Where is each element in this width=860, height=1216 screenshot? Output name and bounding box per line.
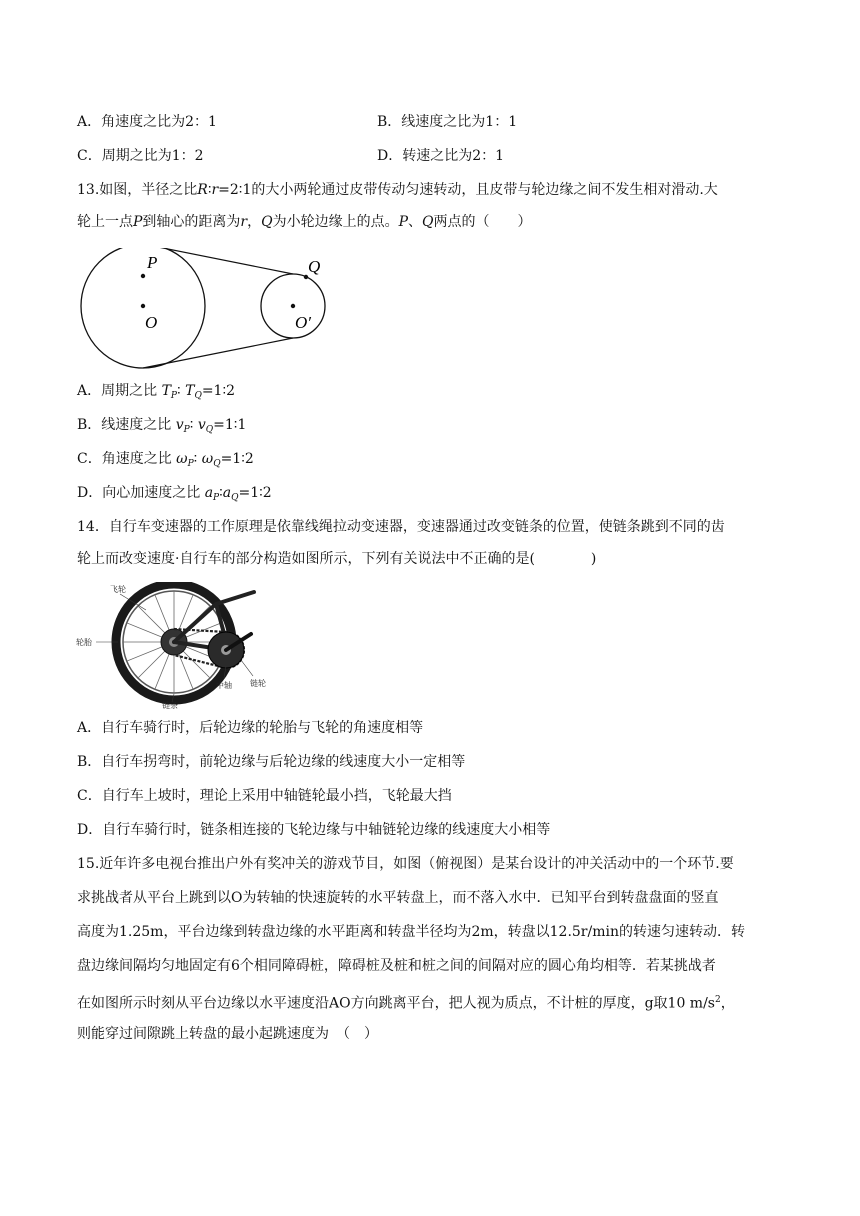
- label-sprocket: 链轮: [250, 679, 266, 688]
- q14-option-c: C．自行车上坡时，理论上采用中轴链轮最小挡，飞轮最大挡: [77, 788, 452, 804]
- q12-option-a: A．角速度之比为2：1: [77, 114, 217, 130]
- label-o: O: [145, 313, 158, 332]
- q14-option-b: B．自行车拐弯时，前轮边缘与后轮边缘的线速度大小一定相等: [77, 754, 466, 770]
- point-o-dot: [141, 304, 145, 308]
- q13-option-c: C．角速度之比 $\omega_P∶$ $\omega_Q=1∶2$: [77, 451, 254, 469]
- q12-option-b: B．线速度之比为1：1: [377, 114, 518, 130]
- q15-line6: 则能穿过间隙跳上转盘的最小起跳速度为 （ ）: [77, 1026, 378, 1042]
- q13-option-a: A．周期之比 $T_P∶$ $T_Q=1∶2$: [77, 383, 236, 401]
- q14-stem-line1: 14．自行车变速器的工作原理是依靠线绳拉动变速器，变速器通过改变链条的位置，使链条跳到不同的齿: [77, 519, 725, 535]
- label-tire: 轮胎: [76, 638, 92, 647]
- q12-option-c: C．周期之比为1：2: [77, 148, 204, 164]
- label-q: Q: [308, 257, 321, 276]
- label-p: P: [147, 253, 158, 272]
- q15-line5: 在如图所示时刻从平台边缘以水平速度沿AO方向跳离平台，把人视为质点，不计桩的厚度，g取10 $m/s^2$，: [77, 995, 735, 1012]
- label-o-prime: O′: [295, 313, 311, 332]
- q15-line4: 盘边缘间隔均匀地固定有6个相同障碍桩，障碍桩及桩和桩之间的间隔对应的圆心角均相等．若某挑战者: [77, 958, 716, 974]
- q15-line2: 求挑战者从平台上跳到以O为转轴的快速旋转的水平转盘上，而不落入水中．已知平台到转盘盘面的竖直: [77, 890, 719, 906]
- q14-option-d: D．自行车骑行时，链条相连接的飞轮边缘与中轴链轮边缘的线速度大小相等: [77, 822, 551, 838]
- belt-top: [143, 248, 293, 274]
- belt-bottom: [143, 338, 293, 368]
- q13-stem-line1: 13.如图，半径之比R∶r=2∶1的大小两轮通过皮带传动匀速转动，且皮带与轮边缘之间不发生相对滑动.大: [77, 182, 718, 198]
- label-chain: 链条: [162, 701, 178, 710]
- point-o2-dot: [291, 304, 295, 308]
- q15-line1: 15.近年许多电视台推出户外有奖冲关的游戏节目，如图（俯视图）是某台设计的冲关活动中的一个环节.要: [77, 856, 734, 872]
- q13-stem-line2: 轮上一点P到轴心的距离为r，Q为小轮边缘上的点。P、Q两点的（ ）: [77, 214, 532, 230]
- q14-stem-line2: 轮上而改变速度·自行车的部分构造如图所示，下列有关说法中不正确的是( ): [77, 551, 597, 567]
- label-midaxle: 中轴: [216, 681, 232, 690]
- point-p-dot: [141, 274, 145, 278]
- q13-pulley-figure: [76, 248, 346, 372]
- label-flywheel: 飞轮: [110, 585, 126, 594]
- q13-option-b: B．线速度之比 $v_P∶$ $v_Q=1∶1$: [77, 417, 247, 435]
- q14-bicycle-figure: [76, 582, 276, 710]
- q14-option-a: A．自行车骑行时，后轮边缘的轮胎与飞轮的角速度相等: [77, 720, 424, 736]
- q15-line3: 高度为1.25m，平台边缘到转盘边缘的水平距离和转盘半径均为2m，转盘以12.5r/min的转速匀速转动．转: [77, 924, 745, 940]
- q12-option-d: D．转速之比为2：1: [377, 148, 505, 164]
- q13-option-d: D．向心加速度之比 $a_P∶a_Q=1∶2$: [77, 485, 272, 503]
